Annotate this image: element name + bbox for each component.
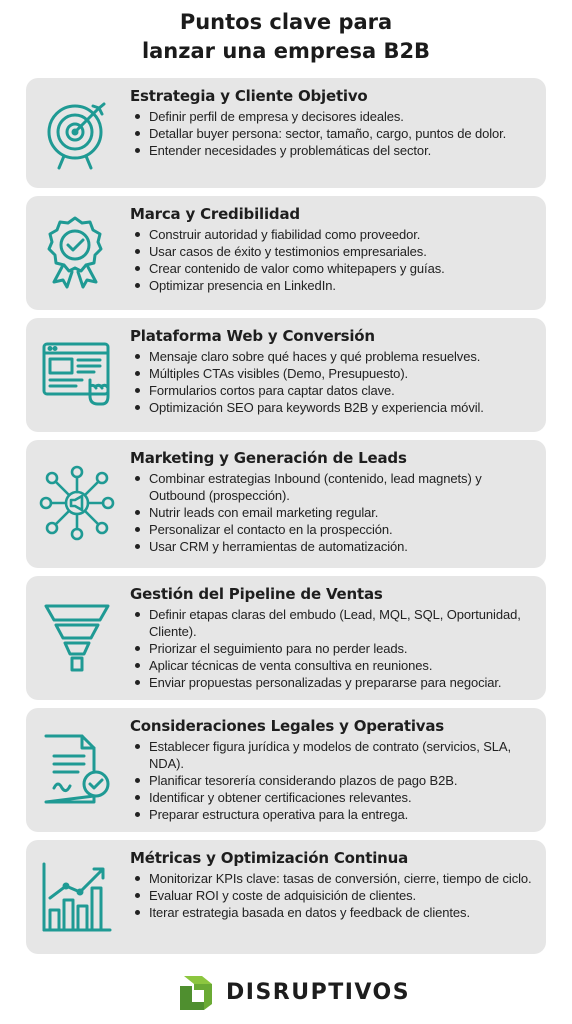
list-item: Evaluar ROI y coste de adquisición de clientes. [130,887,538,904]
funnel-icon [38,598,116,676]
list-item: Usar casos de éxito y testimonios empresariales. [130,243,538,260]
section-title: Marca y Credibilidad [130,205,300,223]
page-title [0,8,572,66]
section-card-marketing [26,440,546,568]
list-item: Identificar y obtener certificaciones relevantes. [130,789,538,806]
disruptivos-logo-icon [176,972,216,1014]
target-icon [38,94,116,172]
list-item: Aplicar técnicas de venta consultiva en reuniones. [130,657,538,674]
section-title: Plataforma Web y Conversión [130,327,375,345]
list-item: Crear contenido de valor como whitepapers y guías. [130,260,538,277]
section-title: Estrategia y Cliente Objetivo [130,87,368,105]
contract-check-icon [38,730,116,808]
page-title-line-1: Puntos clave para [179,10,393,34]
list-item: Combinar estrategias Inbound (contenido, lead magnets) y Outbound (prospección). [130,470,538,504]
list-item: Entender necesidades y problemáticas del sector. [130,142,538,159]
list-item: Mensaje claro sobre qué haces y qué problema resuelves. [130,348,538,365]
section-bullet-list [130,870,538,921]
list-item: Establecer figura jurídica y modelos de contrato (servicios, SLA, NDA). [130,738,538,772]
section-title: Marketing y Generación de Leads [130,449,407,467]
section-card-legal [26,708,546,832]
list-item: Planificar tesorería considerando plazos de pago B2B. [130,772,538,789]
list-item: Detallar buyer persona: sector, tamaño, cargo, puntos de dolor. [130,125,538,142]
megaphone-network-icon [38,464,116,542]
section-title: Métricas y Optimización Continua [130,849,409,867]
section-title: Gestión del Pipeline de Ventas [130,585,383,603]
list-item: Preparar estructura operativa para la entrega. [130,806,538,823]
list-item: Enviar propuestas personalizadas y prepararse para negociar. [130,674,538,691]
web-browser-click-icon [38,334,116,412]
section-bullet-list [130,470,538,555]
section-card-brand [26,196,546,310]
bar-chart-trend-icon [38,858,116,936]
badge-check-icon [38,212,116,290]
list-item: Definir perfil de empresa y decisores ideales. [130,108,538,125]
brand-logo [176,972,411,1012]
list-item: Personalizar el contacto en la prospección. [130,521,538,538]
list-item: Definir etapas claras del embudo (Lead, MQL, SQL, Oportunidad, Cliente). [130,606,538,640]
list-item: Iterar estrategia basada en datos y feedback de clientes. [130,904,538,921]
list-item: Optimización SEO para keywords B2B y experiencia móvil. [130,399,538,416]
section-bullet-list [130,226,538,294]
section-title: Consideraciones Legales y Operativas [130,717,445,735]
section-card-strategy [26,78,546,188]
page-title-line-2: lanzar una empresa B2B [141,39,431,63]
section-card-pipeline [26,576,546,700]
section-bullet-list [130,606,538,691]
section-bullet-list [130,738,538,823]
list-item: Múltiples CTAs visibles (Demo, Presupuesto). [130,365,538,382]
brand-name: DISRUPTIVOS [226,980,411,1005]
section-card-metrics [26,840,546,954]
list-item: Monitorizar KPIs clave: tasas de conversión, cierre, tiempo de ciclo. [130,870,538,887]
section-bullet-list [130,348,538,416]
list-item: Formularios cortos para captar datos clave. [130,382,538,399]
list-item: Priorizar el seguimiento para no perder leads. [130,640,538,657]
list-item: Usar CRM y herramientas de automatización. [130,538,538,555]
list-item: Optimizar presencia en LinkedIn. [130,277,538,294]
list-item: Construir autoridad y fiabilidad como proveedor. [130,226,538,243]
section-bullet-list [130,108,538,159]
section-card-web [26,318,546,432]
list-item: Nutrir leads con email marketing regular. [130,504,538,521]
